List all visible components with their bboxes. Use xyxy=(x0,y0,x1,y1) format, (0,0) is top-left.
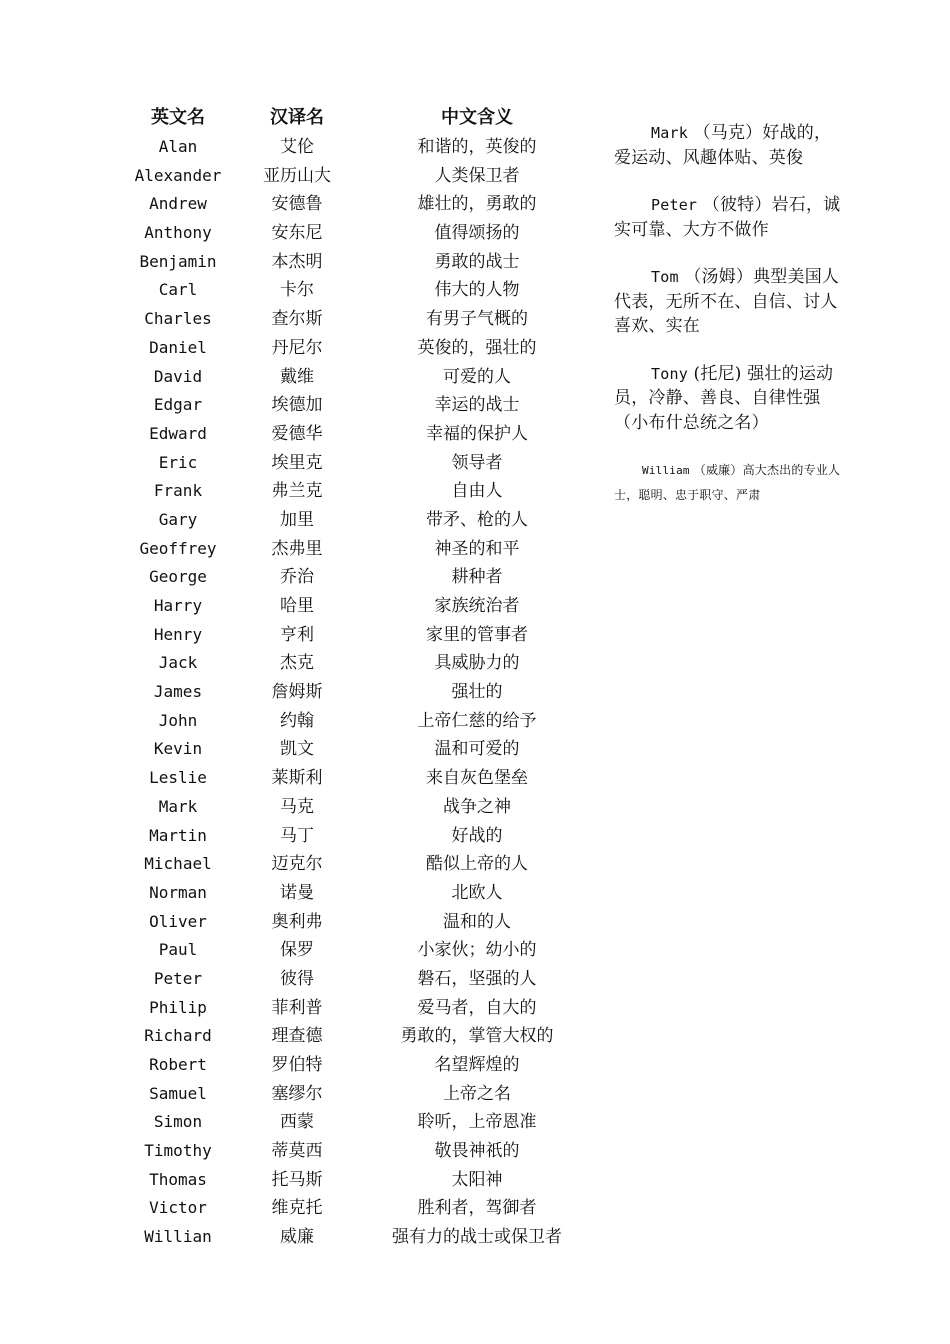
chinese-name-cell: 蒂莫西 xyxy=(271,1141,323,1162)
meaning-cell: 来自灰色堡垒 xyxy=(426,768,528,789)
note-description: （汤姆）典型美国人代表，无所不在、自信、讨人喜欢、实在 xyxy=(614,267,840,336)
meaning-cell: 爱马者，自大的 xyxy=(417,997,537,1018)
meaning-cell: 具威胁力的 xyxy=(434,653,520,674)
english-name-cell: George xyxy=(149,567,207,587)
meaning-cell: 家族统治者 xyxy=(434,596,520,616)
meaning-cell: 上帝之名 xyxy=(443,1083,511,1104)
english-name-cell: Eric xyxy=(158,452,198,472)
english-name-cell: Edgar xyxy=(153,395,203,415)
table-row xyxy=(118,363,598,392)
table-row xyxy=(118,190,598,219)
table-row xyxy=(118,1137,598,1166)
meaning-cell: 带矛、枪的人 xyxy=(426,509,528,530)
english-name-cell: Timothy xyxy=(144,1141,212,1161)
chinese-name-cell: 西蒙 xyxy=(280,1112,314,1133)
chinese-name-cell: 马克 xyxy=(280,796,314,817)
meaning-cell: 英俊的，强壮的 xyxy=(417,337,537,358)
table-row xyxy=(118,707,598,736)
english-name-cell: Alan xyxy=(158,137,198,156)
table-row xyxy=(118,735,598,764)
meaning-cell: 敬畏神祇的 xyxy=(434,1141,520,1162)
english-name-cell: Benjamin xyxy=(139,251,217,271)
chinese-name-cell: 保罗 xyxy=(280,940,314,961)
english-name-cell: Charles xyxy=(144,309,212,329)
chinese-name-cell: 卡尔 xyxy=(280,280,314,301)
chinese-name-cell: 查尔斯 xyxy=(271,309,323,330)
english-name-cell: Geoffrey xyxy=(139,538,217,558)
chinese-name-cell: 爱德华 xyxy=(271,423,323,444)
note-description: （威廉）高大杰出的专业人士，聪明、忠于职守、严肃 xyxy=(614,463,841,502)
note-english-name: William xyxy=(642,464,690,477)
chinese-name-cell: 塞缪尔 xyxy=(271,1083,323,1104)
chinese-name-cell: 亨利 xyxy=(280,624,314,645)
table-body xyxy=(118,133,598,1252)
meaning-cell: 勇敢的战士 xyxy=(434,251,520,272)
chinese-name-cell: 丹尼尔 xyxy=(271,337,323,358)
table-row xyxy=(118,764,598,793)
chinese-name-cell: 安德鲁 xyxy=(271,194,323,215)
english-name-cell: Frank xyxy=(153,481,203,501)
side-notes xyxy=(614,121,844,530)
meaning-cell: 太阳神 xyxy=(451,1169,503,1190)
english-name-cell: Andrew xyxy=(149,194,207,214)
english-name-cell: Martin xyxy=(149,825,207,845)
chinese-name-cell: 安东尼 xyxy=(271,223,323,244)
table-row xyxy=(118,420,598,449)
table-row xyxy=(118,1022,598,1051)
table-row xyxy=(118,936,598,965)
meaning-cell: 耕种者 xyxy=(451,567,503,588)
chinese-name-cell: 詹姆斯 xyxy=(271,682,323,703)
name-note xyxy=(614,193,844,242)
meaning-cell: 幸福的保护人 xyxy=(426,423,528,444)
meaning-cell: 幸运的战士 xyxy=(434,395,520,416)
chinese-name-cell: 诺曼 xyxy=(280,882,314,903)
english-name-cell: Mark xyxy=(158,796,198,816)
english-name-cell: Jack xyxy=(158,653,198,673)
english-name-cell: Anthony xyxy=(144,223,212,243)
english-name-cell: Paul xyxy=(158,940,198,960)
meaning-cell: 温和的人 xyxy=(443,911,511,932)
table-row xyxy=(118,1166,598,1195)
english-name-cell: Willian xyxy=(144,1227,212,1247)
table-row xyxy=(118,477,598,506)
english-name-cell: Samuel xyxy=(149,1083,207,1103)
chinese-name-cell: 威廉 xyxy=(280,1227,314,1248)
table-row xyxy=(118,248,598,277)
table-row xyxy=(118,879,598,908)
english-name-cell: Oliver xyxy=(149,911,207,931)
table-row xyxy=(118,276,598,305)
chinese-name-cell: 加里 xyxy=(280,509,314,530)
english-name-cell: John xyxy=(158,710,198,730)
english-name-cell: Peter xyxy=(153,968,203,988)
meaning-cell: 聆听，上帝恩准 xyxy=(417,1112,537,1133)
meaning-cell: 自由人 xyxy=(451,481,503,502)
note-english-name: Tony xyxy=(651,364,688,383)
table-row xyxy=(118,449,598,478)
chinese-name-cell: 乔治 xyxy=(280,567,314,588)
chinese-name-cell: 艾伦 xyxy=(280,137,314,157)
english-name-cell: Harry xyxy=(153,596,203,615)
table-row xyxy=(118,649,598,678)
meaning-cell: 名望辉煌的 xyxy=(434,1055,520,1075)
meaning-cell: 有男子气概的 xyxy=(426,309,528,330)
english-name-cell: Norman xyxy=(149,882,207,902)
chinese-name-cell: 奥利弗 xyxy=(271,911,323,932)
header-meaning: 中文含义 xyxy=(441,107,513,128)
note-description: （彼特）岩石，诚实可靠、大方不做作 xyxy=(614,195,841,240)
english-name-cell: Gary xyxy=(158,509,198,529)
name-note xyxy=(614,362,844,436)
name-note xyxy=(614,265,844,339)
table-row xyxy=(118,162,598,191)
meaning-cell: 和谐的，英俊的 xyxy=(417,137,537,157)
table-row xyxy=(118,535,598,564)
table-row xyxy=(118,1080,598,1109)
chinese-name-cell: 维克托 xyxy=(271,1198,323,1219)
chinese-name-cell: 亚历山大 xyxy=(263,165,331,186)
english-name-cell: Daniel xyxy=(149,337,207,357)
header-chinese-name: 汉译名 xyxy=(270,107,324,128)
english-name-cell: Henry xyxy=(153,624,203,644)
chinese-name-cell: 迈克尔 xyxy=(271,854,323,875)
chinese-name-cell: 彼得 xyxy=(280,968,314,989)
meaning-cell: 好战的 xyxy=(451,825,503,846)
table-row xyxy=(118,334,598,363)
chinese-name-cell: 马丁 xyxy=(280,825,314,846)
table-row xyxy=(118,822,598,851)
english-name-cell: Alexander xyxy=(134,165,222,185)
table-row xyxy=(118,678,598,707)
header-english-name: 英文名 xyxy=(151,107,205,128)
note-description: （马克）好战的，爱运动、风趣体贴、英俊 xyxy=(614,123,832,168)
chinese-name-cell: 弗兰克 xyxy=(271,481,323,502)
english-name-cell: James xyxy=(153,682,203,702)
english-name-cell: Victor xyxy=(149,1198,207,1218)
table-row xyxy=(118,965,598,994)
table-row xyxy=(118,133,598,162)
chinese-name-cell: 杰弗里 xyxy=(271,538,323,559)
meaning-cell: 领导者 xyxy=(451,452,503,473)
english-name-cell: Kevin xyxy=(153,739,203,759)
names-table xyxy=(118,103,598,1252)
table-row xyxy=(118,506,598,535)
meaning-cell: 勇敢的，掌管大权的 xyxy=(400,1026,554,1047)
table-row xyxy=(118,391,598,420)
meaning-cell: 小家伙；幼小的 xyxy=(417,940,537,961)
chinese-name-cell: 约翰 xyxy=(280,710,314,731)
table-row xyxy=(118,850,598,879)
meaning-cell: 家里的管事者 xyxy=(426,624,528,645)
chinese-name-cell: 菲利普 xyxy=(271,997,323,1018)
english-name-cell: Michael xyxy=(144,854,212,874)
meaning-cell: 值得颂扬的 xyxy=(434,223,520,244)
meaning-cell: 神圣的和平 xyxy=(434,538,520,559)
chinese-name-cell: 莱斯利 xyxy=(271,768,323,789)
chinese-name-cell: 罗伯特 xyxy=(271,1055,323,1075)
table-row xyxy=(118,1051,598,1080)
english-name-cell: Richard xyxy=(144,1026,212,1046)
chinese-name-cell: 埃德加 xyxy=(271,395,323,416)
table-header xyxy=(118,103,598,133)
english-name-cell: Thomas xyxy=(149,1169,207,1189)
table-row xyxy=(118,1223,598,1252)
chinese-name-cell: 埃里克 xyxy=(271,452,323,473)
meaning-cell: 上帝仁慈的给予 xyxy=(417,710,537,731)
meaning-cell: 磐石，坚强的人 xyxy=(417,968,537,989)
meaning-cell: 伟大的人物 xyxy=(434,280,520,301)
english-name-cell: Edward xyxy=(149,423,207,443)
note-english-name: Mark xyxy=(651,124,688,142)
table-row xyxy=(118,908,598,937)
meaning-cell: 雄壮的，勇敢的 xyxy=(417,194,537,215)
table-row xyxy=(118,563,598,592)
name-note xyxy=(614,458,844,507)
table-row xyxy=(118,994,598,1023)
chinese-name-cell: 戴维 xyxy=(280,366,314,387)
chinese-name-cell: 托马斯 xyxy=(271,1169,323,1190)
meaning-cell: 北欧人 xyxy=(451,882,503,903)
meaning-cell: 战争之神 xyxy=(443,796,511,817)
english-name-cell: Leslie xyxy=(149,768,207,788)
table-row xyxy=(118,793,598,822)
meaning-cell: 可爱的人 xyxy=(443,366,511,387)
table-row xyxy=(118,1194,598,1223)
english-name-cell: David xyxy=(153,366,203,386)
chinese-name-cell: 哈里 xyxy=(280,596,314,616)
table-row xyxy=(118,219,598,248)
english-name-cell: Simon xyxy=(153,1112,203,1132)
table-row xyxy=(118,305,598,334)
chinese-name-cell: 本杰明 xyxy=(271,251,323,272)
chinese-name-cell: 理查德 xyxy=(271,1026,323,1047)
note-description: (托尼) 强壮的运动员，冷静、善良、自律性强（小布什总统之名） xyxy=(614,363,834,433)
english-name-cell: Philip xyxy=(149,997,207,1017)
name-note xyxy=(614,121,844,170)
meaning-cell: 胜利者，驾御者 xyxy=(417,1198,537,1219)
table-row xyxy=(118,592,598,621)
note-english-name: Tom xyxy=(651,268,679,286)
meaning-cell: 强壮的 xyxy=(451,682,503,703)
english-name-cell: Carl xyxy=(158,280,198,300)
table-row xyxy=(118,621,598,650)
meaning-cell: 人类保卫者 xyxy=(434,165,520,186)
chinese-name-cell: 杰克 xyxy=(280,653,314,674)
table-row xyxy=(118,1108,598,1137)
meaning-cell: 强有力的战士或保卫者 xyxy=(392,1227,562,1248)
note-english-name: Peter xyxy=(651,196,698,214)
chinese-name-cell: 凯文 xyxy=(280,739,314,760)
meaning-cell: 温和可爱的 xyxy=(434,739,520,760)
english-name-cell: Robert xyxy=(149,1055,207,1074)
meaning-cell: 酷似上帝的人 xyxy=(426,854,528,875)
